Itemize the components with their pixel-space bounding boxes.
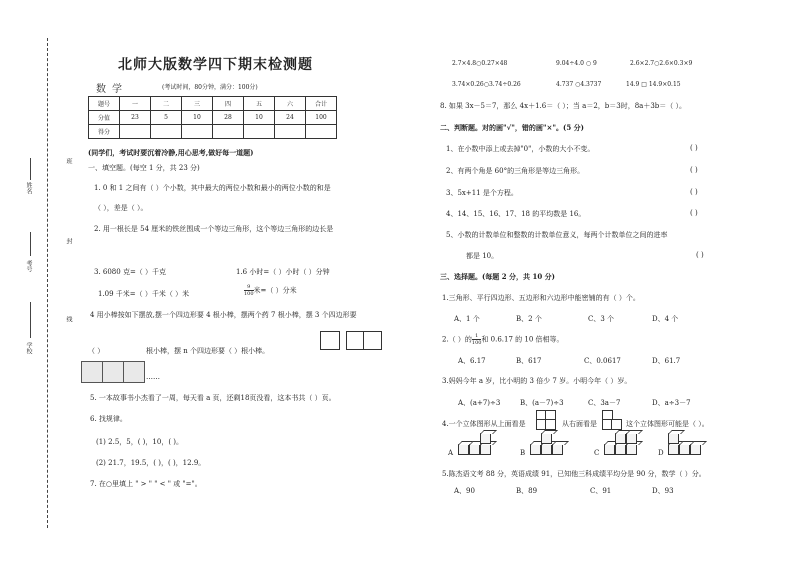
ellipsis: …… [146, 373, 160, 381]
cube-shape [626, 444, 637, 455]
question-1-line-2: （ ），差是（ ）。 [94, 204, 148, 212]
question-8: 8. 如果 3x－5＝7，那么 4x＋1.6＝（ ）；当 a＝2，b＝3时，8a＋3b＝（ ）。 [440, 102, 686, 110]
cube-shape [615, 444, 626, 455]
choice-2-option-a[interactable]: A、6.17 [458, 357, 486, 365]
true-false-1-answer[interactable]: ( ) [690, 144, 698, 152]
motto: (同学们，考试时要沉着冷静,用心思考,做好每一道题) [88, 148, 254, 157]
table-cell: 一 [120, 97, 151, 111]
section-3-title: 三、选择题。(每题 2 分，共 10 分) [440, 272, 555, 281]
choice-3-option-a[interactable]: A、(a+7)÷3 [458, 399, 501, 407]
three-square-figure-2 [102, 361, 124, 383]
table-cell: 10 [244, 111, 275, 125]
compare-3: 2.6×2.7○2.6×0.3×9 [630, 60, 693, 67]
choice-1-option-c[interactable]: C、3 个 [588, 315, 615, 323]
question-6-1: (1) 2.5，5，( )，10，( )。 [96, 438, 184, 446]
choice-4-part-2: 从右面看是 [562, 420, 597, 428]
table-cell: 得分 [89, 125, 120, 139]
true-false-5-answer[interactable]: ( ) [696, 251, 704, 259]
choice-3-option-c[interactable]: C、3a－7 [588, 399, 621, 407]
question-3-part-3: 1.09 千米=（ ）千米（ ）米 [98, 290, 190, 298]
table-cell: 三 [182, 97, 213, 111]
question-2: 2. 用一根长是 54 厘米的铁丝围成一个等边三角形，这个等边三角形的边长是 [94, 225, 334, 233]
table-cell: 六 [275, 97, 306, 111]
choice-4-option-b[interactable]: B [520, 449, 526, 457]
subject-label: 数学 [96, 84, 128, 95]
true-false-4: 4、14、15、16、17、18 的平均数是 16。 [446, 210, 586, 218]
question-4-line-1: 4 用小棒按如下摆放,摆一个四边形要 4 根小棒，摆两个药 7 根小棒，摆 3 个四边形要 [90, 311, 357, 319]
fraction-denominator: 100 [471, 340, 482, 346]
question-4-blank: （ ） [88, 347, 105, 355]
cube-shape [469, 444, 480, 455]
table-cell: 题号 [89, 97, 120, 111]
table-cell[interactable] [275, 125, 306, 139]
table-cell: 二 [151, 97, 182, 111]
true-false-5-line-2: 都是 10。 [466, 252, 499, 260]
choice-4-option-d[interactable]: D [658, 449, 664, 457]
school-line [30, 302, 31, 338]
two-square-figure-right [363, 331, 382, 350]
question-3-fraction [244, 284, 297, 297]
question-4-line-2: 根小棒，摆 n 个四边形要（ ）根小棒。 [146, 347, 270, 355]
cube-shape [668, 444, 679, 455]
cube-shape [541, 444, 552, 455]
compare-5: 4.737 ○4.3737 [556, 81, 602, 88]
true-false-4-answer[interactable]: ( ) [690, 209, 698, 217]
section-2-title: 二、判断题。对的画"√"，错的画"×"。(5 分) [440, 123, 584, 132]
table-cell: 100 [306, 111, 337, 125]
choice-4-part-3: 这个立体图形可能是（ ）。 [626, 420, 709, 428]
choice-1-option-a[interactable]: A、1 个 [454, 315, 480, 323]
binding-label-school: 学校 [25, 342, 32, 354]
question-3-part-2: 1.6 小时=（ ）小时（ ）分钟 [236, 268, 330, 276]
choice-5-option-b[interactable]: B、89 [516, 487, 538, 495]
table-cell[interactable] [213, 125, 244, 139]
cube-shape [480, 433, 491, 444]
score-table-header-row [89, 97, 337, 111]
cube-shape [626, 433, 637, 444]
cube-shape [668, 433, 679, 444]
exam-number-line [30, 232, 31, 256]
page-title: 北师大版数学四下期末检测题 [118, 57, 313, 73]
choice-5-option-d[interactable]: D、93 [652, 487, 674, 495]
question-6-2: (2) 21.7，19.5，( )，( )，12.9。 [96, 459, 206, 467]
table-cell[interactable] [306, 125, 337, 139]
table-cell: 五 [244, 97, 275, 111]
cube-shape [480, 444, 491, 455]
choice-2-option-d[interactable]: D、61.7 [652, 357, 681, 365]
choice-1-option-d[interactable]: D、4 个 [652, 315, 679, 323]
table-cell: 分值 [89, 111, 120, 125]
choice-2-option-c[interactable]: C、0.0617 [584, 357, 621, 365]
question-7: 7. 在○里填上 " > " " < " 或 "="。 [90, 480, 202, 488]
table-cell: 10 [182, 111, 213, 125]
choice-5-option-a[interactable]: A、90 [454, 487, 475, 495]
table-cell: 5 [151, 111, 182, 125]
compare-4: 3.74×0.26○3.74÷0.26 [452, 81, 521, 88]
question-3-part-4: 米=（ ）分米 [253, 286, 297, 295]
true-false-2-answer[interactable]: ( ) [690, 166, 698, 174]
table-cell: 24 [275, 111, 306, 125]
choice-1-option-b[interactable]: B、2 个 [516, 315, 542, 323]
choice-4-option-c[interactable]: C [594, 449, 600, 457]
table-cell: 23 [120, 111, 151, 125]
three-square-figure-1 [81, 361, 103, 383]
fraction-denominator: 100 [244, 291, 254, 297]
choice-3-option-b[interactable]: B、(a－7)÷3 [520, 399, 564, 407]
cube-shape [530, 444, 541, 455]
true-false-5: 5、小数的计数单位和整数的计数单位意义，每两个计数单位之间的进率 [446, 231, 668, 239]
choice-2 [442, 333, 564, 346]
one-square-figure [320, 331, 340, 350]
compare-1: 2.7×4.8○0.27×48 [452, 60, 508, 67]
table-cell[interactable] [151, 125, 182, 139]
cube-shape [690, 444, 701, 455]
compare-6: 14.9 □ 14.9×0.15 [626, 81, 681, 88]
binding-label-exam-number: 考号 [25, 260, 32, 272]
right-view-square [611, 419, 622, 430]
cube-shape [679, 444, 690, 455]
true-false-1: 1、在小数中添上或去掉"0"，小数的大小不变。 [446, 145, 595, 153]
cube-shape [615, 433, 626, 444]
three-square-figure-3 [123, 361, 145, 383]
question-6: 6. 找规律。 [90, 415, 127, 423]
choice-3: 3.妈妈今年 a 岁，比小明的 3 倍少 7 岁。小明今年（ ）岁。 [442, 377, 632, 385]
fraction-numerator: 1 [472, 333, 482, 340]
question-3-part-1: 3. 6080 克=（ ）千克 [94, 268, 167, 276]
binding-label-feng: 封 [65, 238, 72, 244]
fraction-numerator: 9 [244, 284, 254, 291]
table-cell[interactable] [244, 125, 275, 139]
cube-shape [541, 433, 552, 444]
choice-5: 5.陈杰语文考 88 分，英语成绩 91，已知他三科成绩平均分是 90 分，数学（ ）分。 [442, 470, 706, 478]
cube-shape [604, 444, 615, 455]
binding-label-xian: 线 [65, 316, 72, 322]
compare-2: 9.04÷4.0 ○ 9 [556, 60, 597, 67]
choice-4-option-a[interactable]: A [448, 449, 454, 457]
table-cell[interactable] [182, 125, 213, 139]
score-table-points-row [89, 111, 337, 125]
choice-4-part-1: 4.一个立体图形从上面看是 [442, 420, 526, 428]
choice-2-part-1: 2.（ ）的 [442, 335, 472, 344]
cube-shape [458, 444, 469, 455]
table-cell: 四 [213, 97, 244, 111]
table-cell[interactable] [120, 125, 151, 139]
table-cell: 28 [213, 111, 244, 125]
choice-3-option-d[interactable]: D、a÷3－7 [652, 399, 691, 407]
cube-shape [552, 444, 563, 455]
true-false-3: 3、5x+11 是个方程。 [446, 189, 518, 197]
name-line [30, 158, 31, 180]
table-cell: 合计 [306, 97, 337, 111]
binding-label-ban: 班 [65, 158, 72, 164]
score-table-earned-row [89, 125, 337, 139]
choice-5-option-c[interactable]: C、91 [590, 487, 612, 495]
top-view-square [545, 419, 556, 430]
binding-label-name: 姓名 [25, 182, 32, 194]
score-table [88, 96, 337, 139]
question-5: 5. 一本故事书小杰看了一周，每天看 a 页，还剩18页没看，这本书共（ ）页。 [90, 394, 336, 402]
exam-info: (考试时间，80分钟，满分：100分) [162, 84, 258, 91]
choice-2-part-2: 和 0.6.17 的 10 倍相等。 [481, 335, 564, 344]
true-false-2: 2、有两个角是 60°的三角形是等边三角形。 [446, 167, 585, 175]
choice-2-option-b[interactable]: B、617 [516, 357, 542, 365]
question-1-line-1: 1. 0 和 1 之间有（ ）个小数，其中最大的两位小数和最小的两位小数的和是 [94, 184, 331, 192]
binding-dashed-line [47, 38, 48, 528]
choice-1: 1.三角形、平行四边形、五边形和六边形中能密铺的有（ ）个。 [442, 294, 640, 302]
section-1-title: 一、填空题。(每空 1 分，共 23 分) [88, 164, 200, 172]
true-false-3-answer[interactable]: ( ) [690, 188, 698, 196]
